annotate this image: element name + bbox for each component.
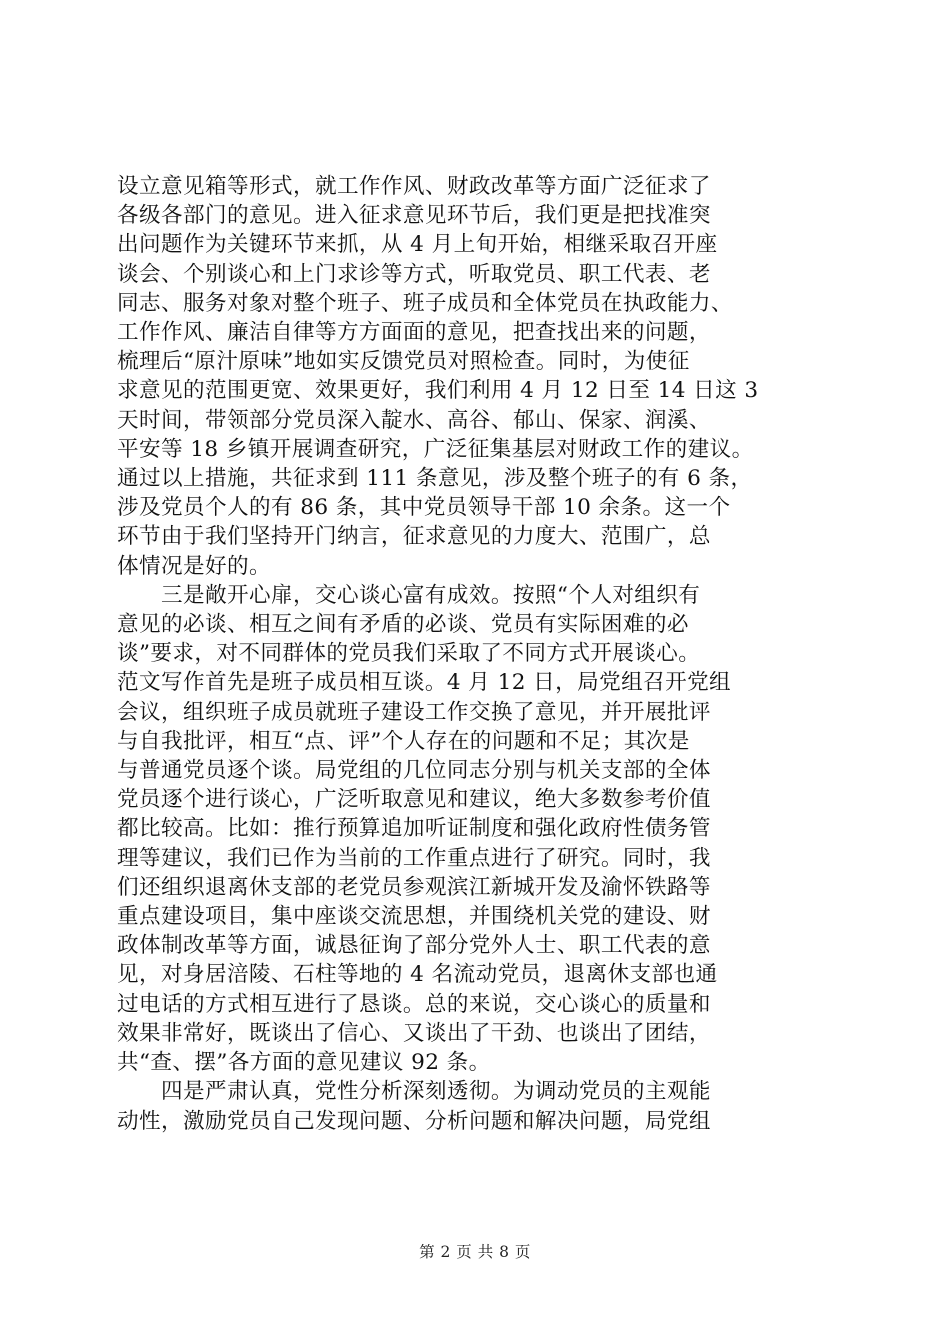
text-line: 涉及党员个人的有 86 条，其中党员领导干部 10 余条。这一个 xyxy=(117,495,731,521)
text-line: 谈”要求，对不同群体的党员我们采取了不同方式开展谈心。 xyxy=(117,641,701,667)
text-line: 范文写作首先是班子成员相互谈。4 月 12 日，局党组召开党组 xyxy=(117,670,732,696)
paragraph-1 xyxy=(117,172,833,581)
paragraph-2 xyxy=(117,581,833,1077)
text-line: 同志、服务对象对整个班子、班子成员和全体党员在执政能力、 xyxy=(117,290,733,316)
text-line: 环节由于我们坚持开门纳言，征求意见的力度大、范围广，总 xyxy=(117,524,711,550)
text-line: 通过以上措施，共征求到 111 条意见，涉及整个班子的有 6 条， xyxy=(117,466,753,492)
text-line: 理等建议，我们已作为当前的工作重点进行了研究。同时，我 xyxy=(117,845,711,871)
text-line: 重点建设项目，集中座谈交流思想，并围绕机关党的建设、财 xyxy=(117,904,711,930)
text-line: 设立意见箱等形式，就工作作风、财政改革等方面广泛征求了 xyxy=(117,174,711,199)
text-line: 共“查、摆”各方面的意见建议 92 条。 xyxy=(117,1050,491,1076)
paragraph-3 xyxy=(117,1077,833,1135)
text-line: 过电话的方式相互进行了恳谈。总的来说，交心谈心的质量和 xyxy=(117,991,711,1017)
text-line: 求意见的范围更宽、效果更好，我们利用 4 月 12 日至 14 日这 3 xyxy=(117,378,759,404)
text-line: 政体制改革等方面，诚恳征询了部分党外人士、职工代表的意 xyxy=(117,933,711,959)
text-line: 与普通党员逐个谈。局党组的几位同志分别与机关支部的全体 xyxy=(117,758,711,784)
page-number-footer: 第 2 页 共 8 页 xyxy=(419,1243,531,1261)
text-line: 动性，激励党员自己发现问题、分析问题和解决问题，局党组 xyxy=(117,1108,711,1134)
text-line: 四是严肃认真，党性分析深刻透彻。为调动党员的主观能 xyxy=(161,1079,711,1105)
text-line: 谈会、个别谈心和上门求诊等方式，听取党员、职工代表、老 xyxy=(117,261,711,287)
text-line: 出问题作为关键环节来抓，从 4 月上旬开始，相继采取召开座 xyxy=(117,232,718,258)
text-line: 意见的必谈、相互之间有矛盾的必谈、党员有实际困难的必 xyxy=(117,612,689,638)
text-line: 党员逐个进行谈心，广泛听取意见和建议，绝大多数参考价值 xyxy=(117,787,711,813)
text-line: 平安等 18 乡镇开展调查研究，广泛征集基层对财政工作的建议。 xyxy=(117,436,754,462)
text-line: 见，对身居涪陵、石柱等地的 4 名流动党员，退离休支部也通 xyxy=(117,962,718,988)
text-line: 工作作风、廉洁自律等方方面面的意见，把查找出来的问题， xyxy=(117,320,711,346)
text-line: 天时间，带领部分党员深入靛水、高谷、郁山、保家、润溪、 xyxy=(117,407,711,433)
text-line: 都比较高。比如：推行预算追加听证制度和强化政府性债务管 xyxy=(117,816,711,842)
text-line: 效果非常好，既谈出了信心、又谈出了干劲、也谈出了团结， xyxy=(117,1020,711,1046)
text-line: 梳理后“原汁原味”地如实反馈党员对照检查。同时，为使征 xyxy=(117,349,690,375)
text-line: 各级各部门的意见。进入征求意见环节后，我们更是把找准突 xyxy=(117,203,711,229)
text-line: 们还组织退离休支部的老党员参观滨江新城开发及渝怀铁路等 xyxy=(117,874,711,900)
text-line: 体情况是好的。 xyxy=(117,553,271,579)
text-line: 会议，组织班子成员就班子建设工作交换了意见，并开展批评 xyxy=(117,699,711,725)
document-body xyxy=(117,172,833,1136)
text-line: 与自我批评，相互“点、评”个人存在的问题和不足；其次是 xyxy=(117,728,690,754)
text-line: 三是敞开心扉，交心谈心富有成效。按照“个人对组织有 xyxy=(161,582,701,608)
